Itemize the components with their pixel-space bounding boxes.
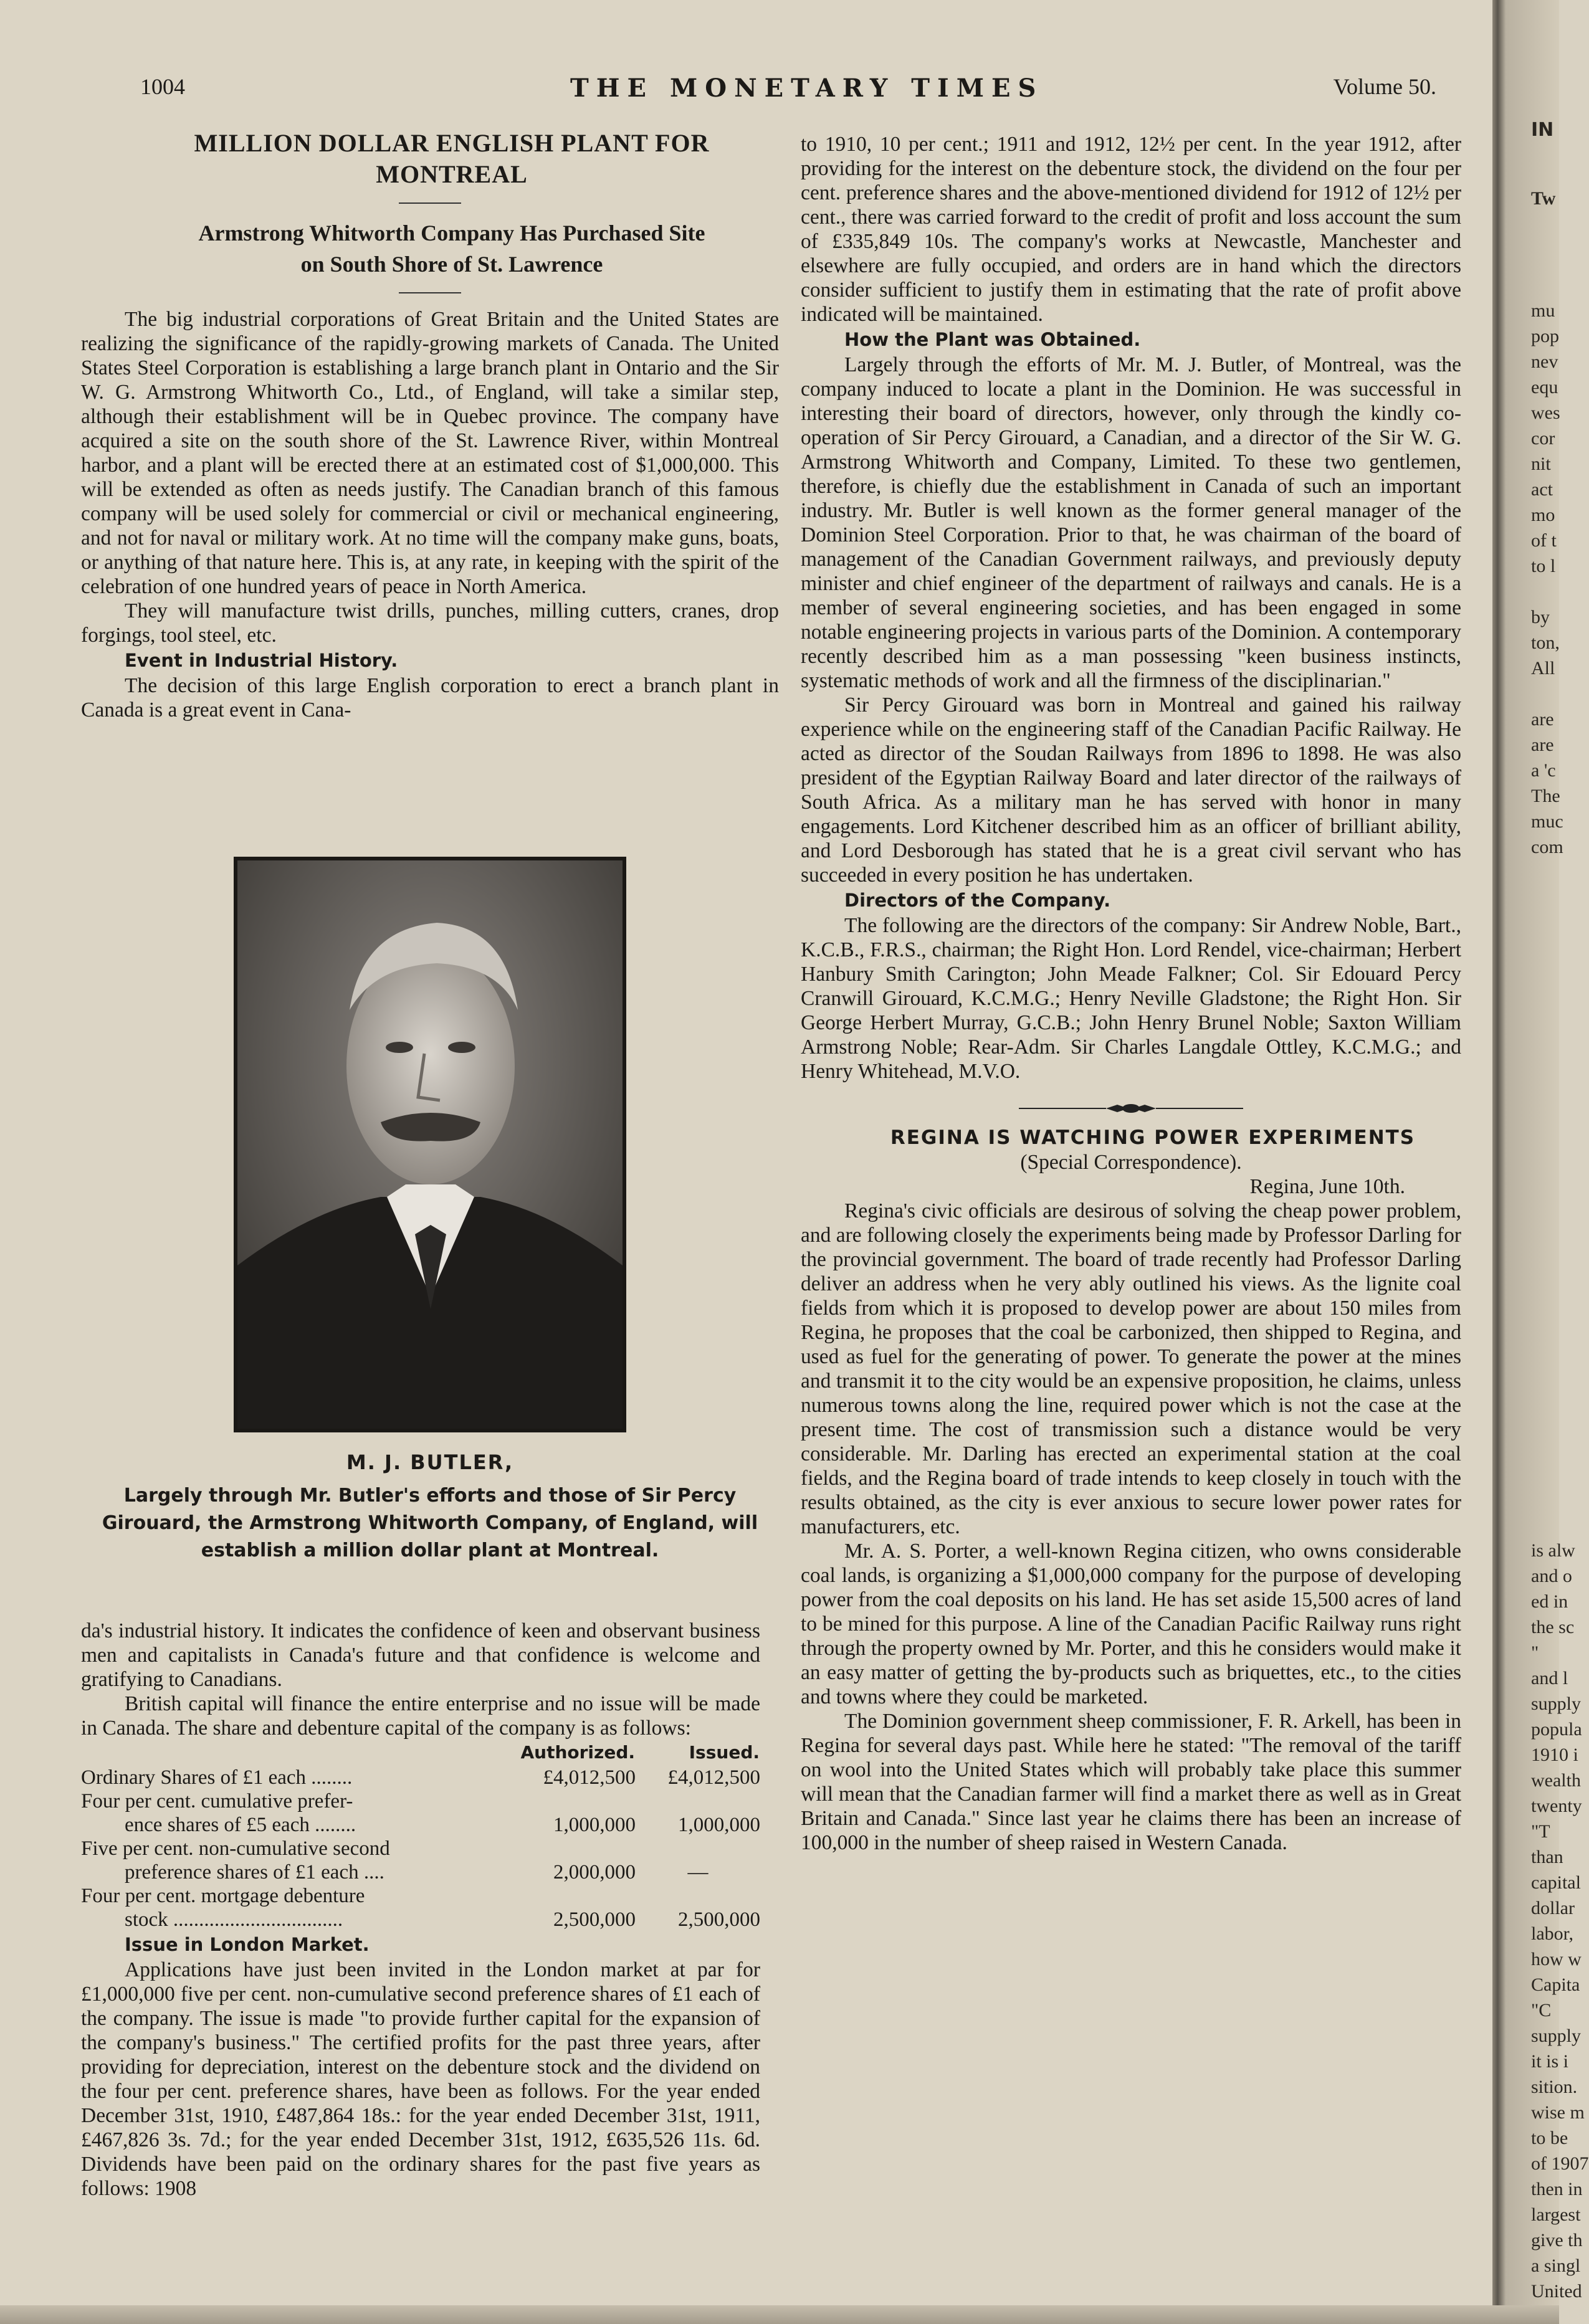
edge-text-fragment (1531, 682, 1563, 708)
table-row (81, 1766, 760, 1789)
section-heading: Issue in London Market. (125, 1934, 370, 1955)
section-heading: Directors of the Company. (844, 890, 1111, 911)
edge-text-fragment: cor (1531, 428, 1555, 449)
body-paragraph: The Dominion government sheep commissioner, F. R. Arkell, has been in Regina for several days past. While here he stated: "The removal of the tariff on wool into the United States which will probably take place this summer will mean that the Canadian farmer will find a market there as well as in Great Britain and Canada." Since last year he claims there has been an increase of 100,000 in the number of sheep raised in Western Canada. (801, 1710, 1461, 1854)
article-headline-line2: MONTREAL (376, 160, 528, 188)
edge-text-fragment: 1910 i (1531, 1745, 1578, 1765)
edge-text-fragment: capital (1531, 1872, 1581, 1893)
edge-text-fragment: " (1531, 1642, 1539, 1663)
row-label: ence shares of £5 each ........ (125, 1814, 356, 1836)
edge-text-mid (1531, 299, 1563, 861)
authorized-value: 1,000,000 (553, 1814, 636, 1836)
section-heading: Event in Industrial History. (125, 650, 398, 671)
authorized-value: £4,012,500 (543, 1766, 636, 1789)
edge-text-fragment: "C (1531, 2000, 1552, 2021)
authorized-value: 2,000,000 (553, 1861, 636, 1883)
edge-text-fragment: act (1531, 479, 1553, 500)
page-bottom-edge (0, 2305, 1559, 2324)
right-column (801, 132, 1461, 1855)
edge-text-fragment: of t (1531, 530, 1557, 551)
edge-headline-2: Tw (1531, 188, 1556, 209)
edge-text-fragment: mo (1531, 505, 1555, 525)
body-paragraph: British capital will finance the entire enterprise and no issue will be made in Canada. The share and debenture capital of the company is as follows: (81, 1692, 760, 1740)
edge-text-fragment: All (1531, 658, 1555, 679)
edge-headline-1: IN (1531, 119, 1554, 141)
edge-text-fragment: a 'c (1531, 760, 1556, 781)
row-label: Four per cent. mortgage debenture (81, 1885, 365, 1907)
edge-text-fragment: equ (1531, 377, 1558, 398)
portrait-photo (234, 857, 626, 1432)
issued-value: — (687, 1861, 709, 1883)
edge-text-fragment: and l (1531, 1668, 1568, 1688)
body-paragraph: Sir Percy Girouard was born in Montreal and gained his railway experience while on the engineering staff of the Canadian Pacific Railway. He acted as director of the Soudan Railways from 1896 to 1898. He was also president of the Egyptian Railway Board and later director of the railways of South Africa. As a military man he has served with honor in many engagements. Lord Kitchener described him as an officer of brilliant ability, and Lord Desborough has stated that he is a great civil servant who has succeeded in every position he has undertaken. (801, 693, 1461, 887)
edge-text-fragment: nit (1531, 454, 1551, 474)
table-row (81, 1813, 760, 1837)
left-column-top (81, 128, 779, 722)
edge-text-fragment: labor, (1531, 1923, 1573, 1944)
capital-table (81, 1740, 760, 1931)
volume-label: Volume 50. (1333, 74, 1436, 99)
edge-text-fragment: are (1531, 735, 1554, 755)
photo-caption (81, 1449, 779, 1564)
adjacent-page-edge (1492, 0, 1589, 2324)
body-paragraph: They will manufacture twist drills, punches, milling cutters, cranes, drop forgings, tool steel, etc. (81, 599, 779, 647)
edge-text-fragment: mu (1531, 300, 1555, 321)
edge-text-fragment: ton, (1531, 632, 1560, 653)
body-paragraph: Mr. A. S. Porter, a well-known Regina citizen, who owns considerable coal lands, is organizing a $1,000,000 company for the purpose of developing power from the coal deposits on his land. He has set aside 15,500 acres of land to be mined for this purpose. A line of the Canadian Pacific Railway runs right through the property owned by Mr. Porter, and this he considers would make it an easy matter of getting the by-products such as briquettes, etc., to the cities and towns where they could be marketed. (801, 1540, 1461, 1708)
table-row (81, 1837, 760, 1860)
edge-text-fragment: "T (1531, 1821, 1550, 1842)
body-paragraph: Applications have just been invited in the London market at par for £1,000,000 five per cent. non-cumulative second preference shares of £1 each of the company. The issue is made "to provide further capital for the expansion of the company's business." The certified profits for the past three years, after providing for depreciation, interest on the debenture stock and the dividend on the four per cent. preference shares, have been as follows. For the year ended December 31st, 1910, £487,864 18s.: for the year ended December 31st, 1911, £467,826 3s. 7d.; for the year ended December 31st, 1912, £635,526 11s. 6d. Dividends have been paid on the ordinary shares for the past five years as follows: 1908 (81, 1958, 760, 2200)
section-heading: How the Plant was Obtained. (844, 329, 1141, 350)
edge-text-fragment: of 1907 (1531, 2153, 1589, 2174)
edge-text-fragment: how w (1531, 1949, 1582, 1969)
article-subhead-line1: Armstrong Whitworth Company Has Purchased Site (198, 221, 705, 245)
row-label: Ordinary Shares of £1 each ........ (81, 1766, 353, 1789)
masthead: THE MONETARY TIMES (570, 74, 1044, 103)
edge-text-fragment: sition. (1531, 2077, 1578, 2097)
edge-text-fragment: supply (1531, 2026, 1582, 2046)
issued-value: 1,000,000 (678, 1814, 760, 1836)
table-row (81, 1789, 760, 1813)
issued-value: 2,500,000 (678, 1908, 760, 1931)
body-paragraph: Largely through the efforts of Mr. M. J. Butler, of Montreal, was the company induced to locate a plant in the Dominion. He was successful in interesting their board of directors, however, only through the kindly co-operation of Sir Percy Girouard, a Canadian, and a director of the Sir W. G. Armstrong Whitworth and Company, Limited. To these two gentlemen, therefore, is chiefly due the establishment in Canada of such an important industry. Mr. Butler is well known as the former general manager of the Dominion Steel Corporation. Prior to that, he was chairman of the board of management of the Canadian Government railways, and previously deputy minister and chief engineer of the department of railways and canals. He is a member of several engineering societies, and has been engaged in some notable engineering projects in various parts of the Dominion. A contemporary recently described him as a man possessing "keen business instincts, systematic methods of work and all the firmness of the disciplinarian." (801, 353, 1461, 692)
edge-text-fragment: by (1531, 607, 1550, 627)
row-label: Five per cent. non-cumulative second (81, 1837, 390, 1860)
edge-text-fragment: wise m (1531, 2102, 1585, 2123)
edge-text-fragment: popula (1531, 1719, 1582, 1740)
edge-text-fragment (1531, 580, 1563, 606)
section-divider-ornament (1019, 1102, 1243, 1115)
edge-text-fragment: pop (1531, 326, 1559, 346)
column-header-issued: Issued. (689, 1742, 760, 1763)
edge-text-fragment: give th (1531, 2230, 1583, 2250)
row-label: stock ................................. (125, 1908, 343, 1931)
edge-text-fragment: is alw (1531, 1540, 1575, 1561)
article-subhead-line2: on South Shore of St. Lawrence (300, 252, 603, 277)
column-gutter (786, 132, 787, 2269)
edge-text-fragment: then in (1531, 2179, 1583, 2199)
edge-text-fragment: to l (1531, 556, 1556, 576)
edge-text-fragment: to be (1531, 2128, 1568, 2148)
body-paragraph: The following are the directors of the company: Sir Andrew Noble, Bart., K.C.B., F.R.S., chairman; the Right Hon. Lord Rendel, vice-chairman; Herbert Hanbury Smith Carington; John Meade Falkner; Col. Sir Edouard Percy Cranwill Girouard, K.C.M.G.; Henry Neville Gladstone; the Right Hon. Sir George Herbert Murray, G.C.B.; John Henry Brunel Noble; Saxton William Armstrong Noble; Rear-Adm. Sir Charles Langdale Ottley, K.C.M.G.; and Henry Whitehead, M.V.O. (801, 914, 1461, 1083)
row-label: preference shares of £1 each .... (125, 1861, 384, 1883)
table-row (81, 1908, 760, 1931)
edge-text-fragment: wes (1531, 402, 1560, 423)
edge-text-fragment: The (1531, 786, 1560, 806)
edge-text-fragment: nev (1531, 351, 1558, 372)
headline-rule (399, 202, 461, 204)
edge-text-fragment: it is i (1531, 2051, 1569, 2072)
page-header (140, 74, 1436, 111)
body-paragraph: The decision of this large English corporation to erect a branch plant in Canada is a great event in Cana- (81, 674, 779, 721)
edge-text-fragment: twenty (1531, 1796, 1582, 1816)
edge-text-fragment: are (1531, 709, 1554, 730)
byline: (Special Correspondence). (1020, 1151, 1242, 1174)
edge-text-fragment: than (1531, 1847, 1563, 1867)
portrait-illustration (237, 860, 623, 1429)
edge-text-fragment: the sc (1531, 1617, 1575, 1637)
article-headline-line1: MILLION DOLLAR ENGLISH PLANT FOR (194, 129, 710, 157)
edge-text-fragment: ed in (1531, 1591, 1568, 1612)
edge-text-fragment: and o (1531, 1566, 1572, 1586)
edge-text-fragment: Capita (1531, 1974, 1580, 1995)
article-headline: REGINA IS WATCHING POWER EXPERIMENTS (890, 1126, 1416, 1149)
subhead-rule (399, 292, 461, 293)
edge-text-fragment: muc (1531, 811, 1563, 832)
table-row (81, 1860, 760, 1884)
caption-text: Largely through Mr. Butler's efforts and those of Sir Percy Girouard, the Armstrong Whitworth Company, of England, will establish a million dollar plant at Montreal. (102, 1485, 758, 1561)
table-header-row (81, 1740, 760, 1766)
dateline: Regina, June 10th. (1249, 1175, 1405, 1198)
caption-name: M. J. BUTLER, (346, 1450, 514, 1474)
edge-text-fragment: supply (1531, 1693, 1582, 1714)
edge-text-fragment: wealth (1531, 1770, 1581, 1791)
edge-text-fragment: United (1531, 2281, 1582, 2302)
body-paragraph: Regina's civic officials are desirous of solving the cheap power problem, and are following closely the experiments being made by Professor Darling for the provincial government. The board of trade recently had Professor Darling deliver an address when he very ably outlined his views. As the lignite coal fields from which it is proposed to develop power are about 150 miles from Regina, he proposes that the coal be carbonized, then shipped to Regina, and used as fuel for the generating of power. To generate the power at the mines and transmit it to the city would be an expensive proposition, he claims, unless numerous towns along the line, required power which is not the case at the present time. The cost of transmission such a distance would be very considerable. Mr. Darling has erected an experimental station at the coal fields, and the Regina board of trade intends to keep closely in touch with the results obtained, as the city is ever anxious to secure lower power rates for manufacturers, etc. (801, 1199, 1461, 1538)
edge-text-fragment: a singl (1531, 2255, 1581, 2276)
edge-text-low (1531, 1539, 1589, 2305)
edge-text-fragment: com (1531, 837, 1563, 857)
table-row (81, 1884, 760, 1908)
body-paragraph: The big industrial corporations of Great Britain and the United States are realizing the significance of the rapidly-growing markets of Canada. The United States Steel Corporation is establishing a large branch plant in Ontario and the Sir W. G. Armstrong Whitworth Co., Ltd., of England, will take a similar step, although their establishment will be in Quebec province. The company have acquired a site on the south shore of the St. Lawrence River, within Montreal harbor, and a plant will be erected there at an estimated cost of $1,000,000. This will be extended as often as needs justify. The Canadian branch of this famous company will be used solely for commercial or civil or mechanical engineering, and not for naval or military work. At no time will the company make guns, boats, or anything of that nature here. This is, at any rate, in keeping with the spirit of the celebration of one hundred years of peace in North America. (81, 308, 779, 598)
row-label: Four per cent. cumulative prefer- (81, 1790, 353, 1812)
body-paragraph: to 1910, 10 per cent.; 1911 and 1912, 12½ per cent. In the year 1912, after providing for the interest on the debenture stock, the dividend on the four per cent. preference shares and the above-mentioned dividend for 1912 of 12½ per cent., there was carried forward to the credit of profit and loss account the sum of £335,849 10s. The company's works at Newcastle, Manchester and elsewhere are fully occupied, and orders are in hand which the directors consider sufficient to justify them in estimating that the rate of profit above indicated will be maintained. (801, 133, 1461, 326)
page-number: 1004 (140, 74, 185, 99)
column-header-authorized: Authorized. (520, 1742, 635, 1763)
body-paragraph: da's industrial history. It indicates the confidence of keen and observant business men and capitalists in Canada's future and that confidence is welcome and gratifying to Canadians. (81, 1619, 760, 1691)
edge-text-fragment: largest (1531, 2204, 1581, 2225)
authorized-value: 2,500,000 (553, 1908, 636, 1931)
edge-text-fragment: dollar (1531, 1898, 1575, 1918)
issued-value: £4,012,500 (667, 1766, 760, 1789)
left-column-bottom (81, 1619, 760, 2201)
